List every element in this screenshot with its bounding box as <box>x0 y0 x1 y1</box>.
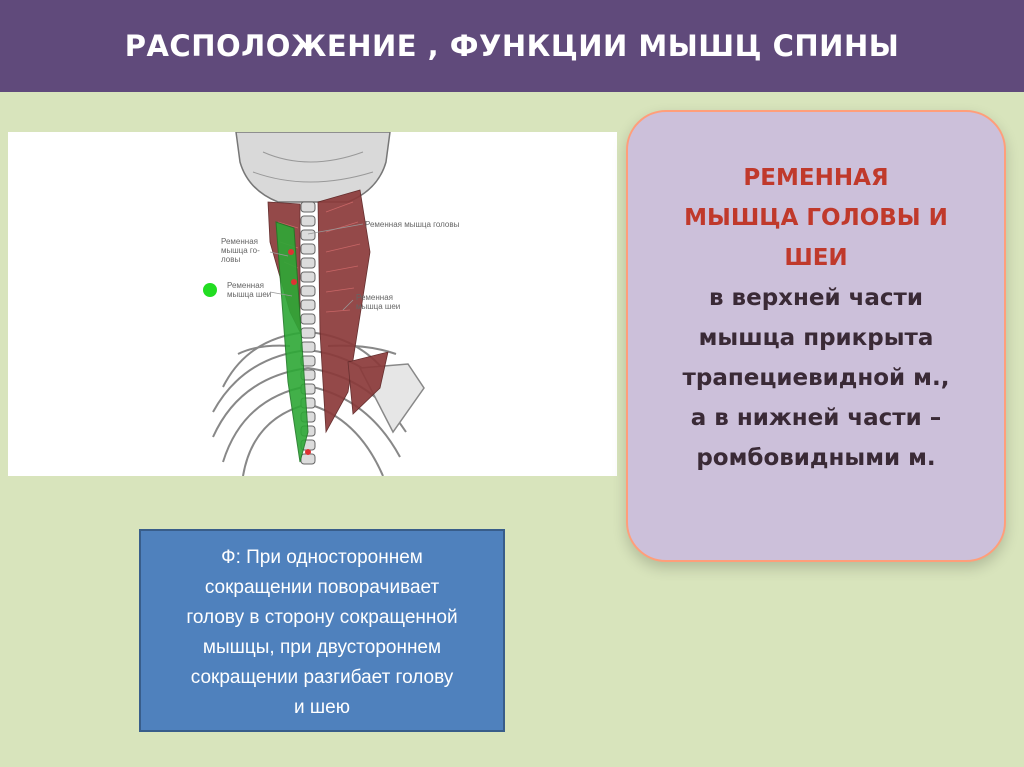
label-splenius-capitis: Ременная мышца головы <box>365 220 460 229</box>
label-right-1: Ременная <box>356 293 393 302</box>
muscle-info-card <box>626 110 1006 562</box>
anatomy-illustration <box>8 132 617 476</box>
legend-dot <box>203 283 217 297</box>
skull-base <box>236 132 390 202</box>
label-left-1: Ременная <box>221 237 258 246</box>
function-line-2: сокращении поворачивает <box>204 577 440 598</box>
function-box <box>139 529 505 732</box>
label-right-2: мышца шеи <box>356 302 401 311</box>
muscle-description-line-1: в верхней части <box>708 285 924 311</box>
function-line-1: Ф: При одностороннем <box>221 547 423 568</box>
neck-muscles-drawing <box>8 132 617 476</box>
muscle-name-line-3: ШЕИ <box>784 245 848 271</box>
slide-header <box>0 0 1024 92</box>
label-left-3: ловы <box>221 255 241 264</box>
function-line-6: и шею <box>294 697 350 718</box>
muscle-name-line-2: МЫШЦА ГОЛОВЫ И <box>684 205 948 231</box>
label-left-5: мышца шеи <box>227 290 272 299</box>
label-left-2: мышца го- <box>221 246 260 255</box>
muscle-description-line-3: трапециевидной м., <box>682 365 950 391</box>
muscle-description-line-2: мышца прикрыта <box>698 325 934 351</box>
function-line-5: сокращении разгибает голову <box>190 667 454 688</box>
function-line-4: мышцы, при двустороннем <box>202 637 442 658</box>
label-left-4: Ременная <box>227 281 264 290</box>
slide-title: РАСПОЛОЖЕНИЕ , ФУНКЦИИ МЫШЦ СПИНЫ <box>124 29 900 63</box>
function-line-3: голову в сторону сокращенной <box>186 607 458 628</box>
muscle-description-line-4: а в нижней части – <box>690 405 942 431</box>
muscle-description-line-5: ромбовидными м. <box>696 445 936 471</box>
muscle-name-line-1: РЕМЕННАЯ <box>743 165 889 191</box>
